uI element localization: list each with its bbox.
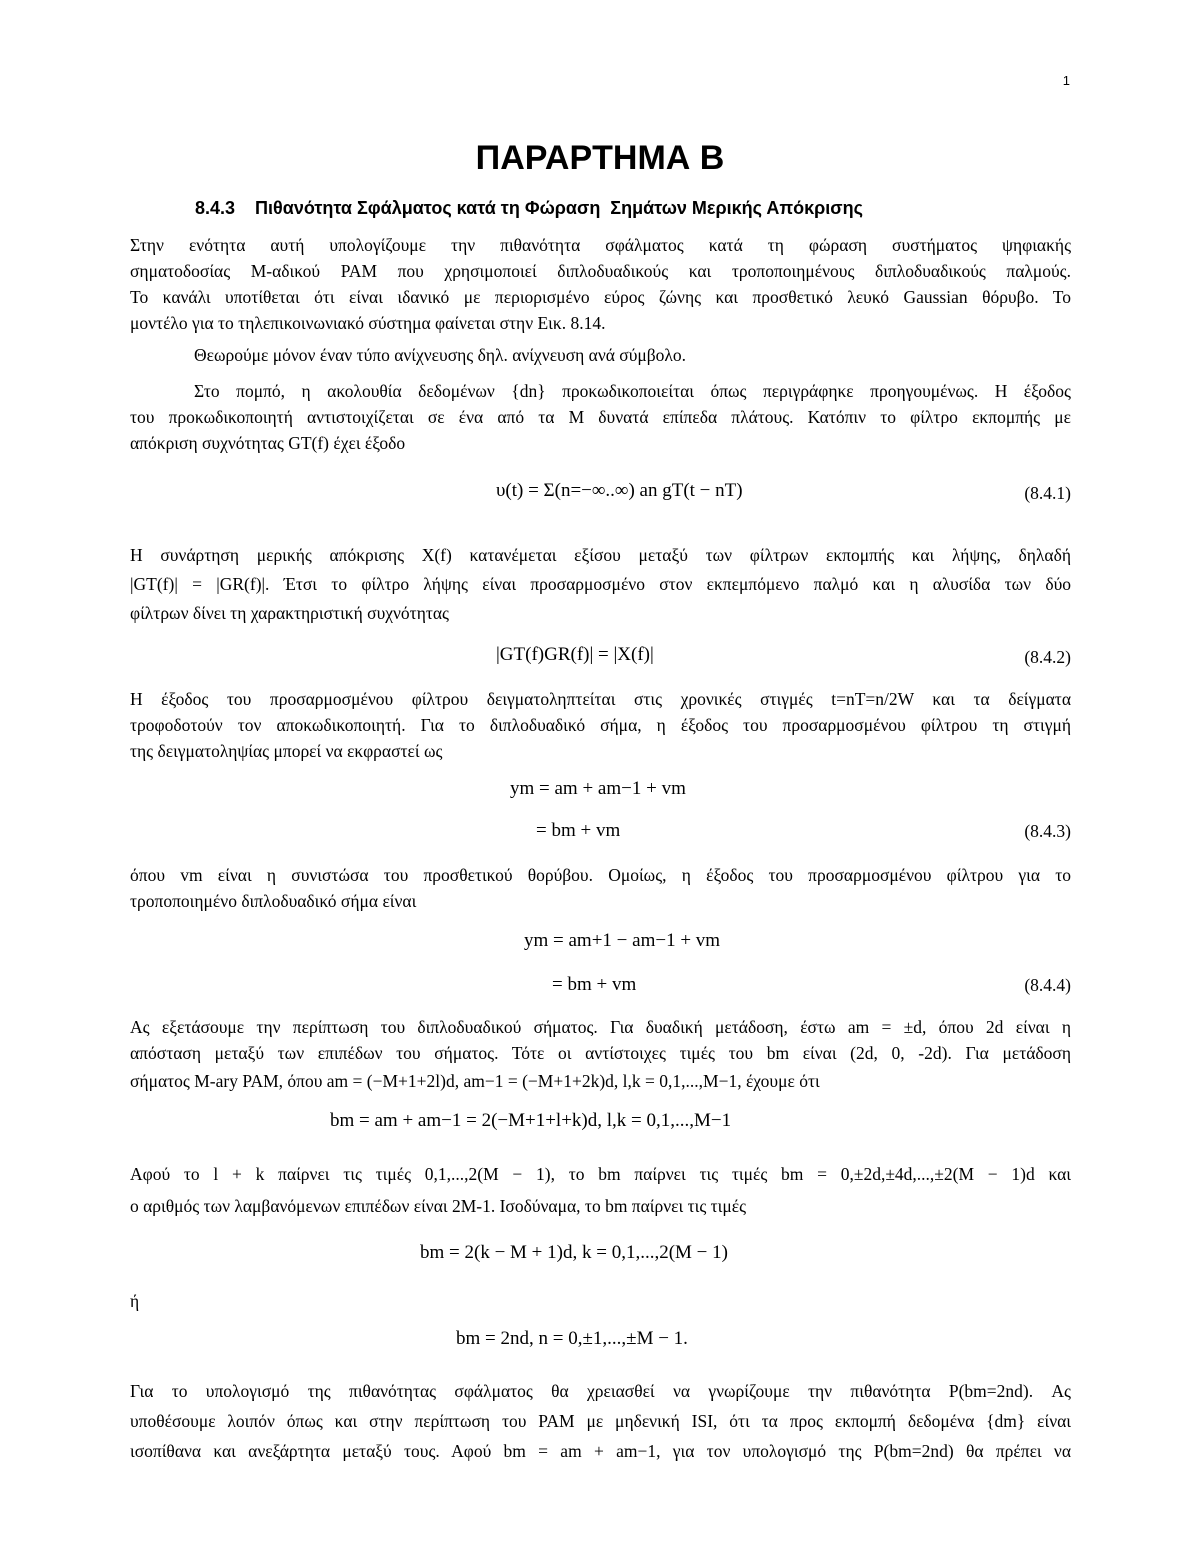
text-line: Το κανάλι υποτίθεται ότι είναι ιδανικό με περιορισμένο εύρος ζώνης και προσθετικό λευκό Gaussian θόρυβο. Το <box>130 287 1071 307</box>
text-line: της δειγματοληψίας μπορεί να εκφραστεί ως <box>130 741 443 761</box>
section-heading: 8.4.3 Πιθανότητα Σφάλματος κατά τη Φώραση Σημάτων Μερικής Απόκρισης <box>195 198 863 218</box>
text-line: Η συνάρτηση μερικής απόκρισης X(f) κατανέμεται εξίσου μεταξύ των φίλτρων εκπομπής και λήψης, δηλαδή <box>130 545 1071 565</box>
paragraph-noise <box>130 862 1071 914</box>
equation-line: = bm + vm <box>536 820 621 841</box>
text-line: Στο πομπό, η ακολουθία δεδομένων {dn} προκωδικοποιείται όπως περιγράφηκε προηγουμένως. Η έξοδος <box>194 381 1071 401</box>
equation-line: = bm + vm <box>552 974 637 995</box>
equation-expression: υ(t) = Σ(n=−∞..∞) an gT(t − nT) <box>496 480 743 501</box>
equation-8-4-4 <box>130 928 1071 998</box>
paragraph-partial-response <box>130 542 1071 626</box>
appendix-title: ΠΑΡΑΡΤΗΜΑ Β <box>475 139 725 177</box>
text-line: τροποποιημένο διπλοδυαδικό σήμα είναι <box>130 891 417 911</box>
text-line: Στην ενότητα αυτή υπολογίζουμε την πιθανότητα σφάλματος κατά τη φώραση συστήματος ψηφιακής <box>130 235 1071 255</box>
equation-expression: bm = 2(k − M + 1)d, k = 0,1,...,2(M − 1) <box>420 1242 728 1263</box>
equation-bm-sum <box>130 1108 1071 1148</box>
text-line: σηματοδοσίας Μ-αδικού PAM που χρησιμοποιεί διπλοδυαδικούς και τροποποιημένους διπλοδυαδικούς παλμούς. <box>130 261 1071 281</box>
text-line: υποθέσουμε λοιπόν όπως και στην περίπτωση του PAM με μηδενική ISI, ότι τα προς εκπομπή δεδομένα {dm} είναι <box>130 1411 1071 1431</box>
text-line: Θεωρούμε μόνον έναν τύπο ανίχνευσης δηλ. ανίχνευση ανά σύμβολο. <box>194 345 687 365</box>
text-line: απόκριση συχνότητας GT(f) έχει έξοδο <box>130 433 406 453</box>
paragraph-error-probability <box>130 1376 1071 1466</box>
text-line: Για το υπολογισμό της πιθανότητας σφάλματος θα χρειασθεί να γνωρίζουμε την πιθανότητα P(bm=2nd). Ας <box>130 1381 1071 1401</box>
paragraph-duobinary-case <box>130 1014 1071 1096</box>
equation-number: (8.4.3) <box>1024 821 1071 841</box>
equation-expression: |GT(f)GR(f)| = |X(f)| <box>496 644 654 665</box>
text-line: Αφού το l + k παίρνει τις τιμές 0,1,...,2(M − 1), το bm παίρνει τις τιμές bm = 0,±2d,±4d,...,±2(M − 1)d και <box>130 1164 1071 1184</box>
equation-8-4-1 <box>130 478 1071 518</box>
text-line: σήματος M-ary PAM, όπου am = (−M+1+2l)d, am−1 = (−M+1+2k)d, l,k = 0,1,...,M−1, έχουμε ότι <box>130 1071 820 1091</box>
text-line: τροφοδοτούν τον αποκωδικοποιητή. Για το διπλοδυαδικό σήμα, η έξοδος του προσαρμοσμένου φίλτρου τη στιγμή <box>130 715 1071 735</box>
text-line: του προκωδικοποιητή αντιστοιχίζεται σε ένα από τα M δυνατά επίπεδα πλάτους. Κατόπιν το φίλτρο εκπομπής με <box>130 407 1071 427</box>
equation-bm-n <box>130 1326 1071 1366</box>
text-line: Η έξοδος του προσαρμοσμένου φίλτρου δειγματοληπτείται στις χρονικές στιγμές t=nT=n/2W και τα δείγματα <box>130 689 1071 709</box>
paragraph-detection <box>130 342 1071 368</box>
page-number: 1 <box>1062 73 1070 88</box>
equation-8-4-2 <box>130 642 1071 682</box>
text-line: απόσταση μεταξύ των επιπέδων του σήματος. Τότε οι αντίστοιχες τιμές του bm είναι (2d, 0, -2d). Για μετάδοση <box>130 1043 1071 1063</box>
equation-number: (8.4.4) <box>1024 975 1071 995</box>
paragraph-levels <box>130 1158 1071 1222</box>
or-word: ή <box>130 1291 140 1311</box>
paragraph-matched-filter <box>130 686 1071 764</box>
text-line: ισοπίθανα και ανεξάρτητα μεταξύ τους. Αφού bm = am + am−1, για τον υπολογισμό της P(bm=2nd) θα πρέπει να <box>130 1441 1071 1461</box>
equation-number: (8.4.2) <box>1024 647 1071 667</box>
text-line: Ας εξετάσουμε την περίπτωση του διπλοδυαδικού σήματος. Για δυαδική μετάδοση, έστω am = ±d, όπου 2d είναι η <box>130 1017 1071 1037</box>
equation-line: ym = am + am−1 + vm <box>510 778 686 799</box>
equation-line: ym = am+1 − am−1 + vm <box>524 930 721 951</box>
text-line: φίλτρων δίνει τη χαρακτηριστική συχνότητας <box>130 603 449 623</box>
equation-expression: bm = am + am−1 = 2(−M+1+l+k)d, l,k = 0,1,...,M−1 <box>330 1110 732 1131</box>
text-line: μοντέλο για το τηλεπικοινωνιακό σύστημα φαίνεται στην Εικ. 8.14. <box>130 313 606 333</box>
text-line: όπου vm είναι η συνιστώσα του προσθετικού θορύβου. Ομοίως, η έξοδος του προσαρμοσμένου φίλτρου για το <box>130 865 1071 885</box>
paragraph-intro <box>130 232 1071 336</box>
text-line: ο αριθμός των λαμβανόμενων επιπέδων είναι 2M-1. Ισοδύναμα, το bm παίρνει τις τιμές <box>130 1196 747 1216</box>
equation-expression: bm = 2nd, n = 0,±1,...,±M − 1. <box>456 1328 688 1349</box>
text-line: |GT(f)| = |GR(f)|. Έτσι το φίλτρο λήψης είναι προσαρμοσμένο στον εκπεμπόμενο παλμό και η αλυσίδα των δύο <box>130 574 1071 594</box>
paragraph-transmitter <box>130 378 1071 456</box>
equation-8-4-3 <box>130 776 1071 846</box>
equation-number: (8.4.1) <box>1024 483 1071 503</box>
equation-bm-k <box>130 1240 1071 1280</box>
